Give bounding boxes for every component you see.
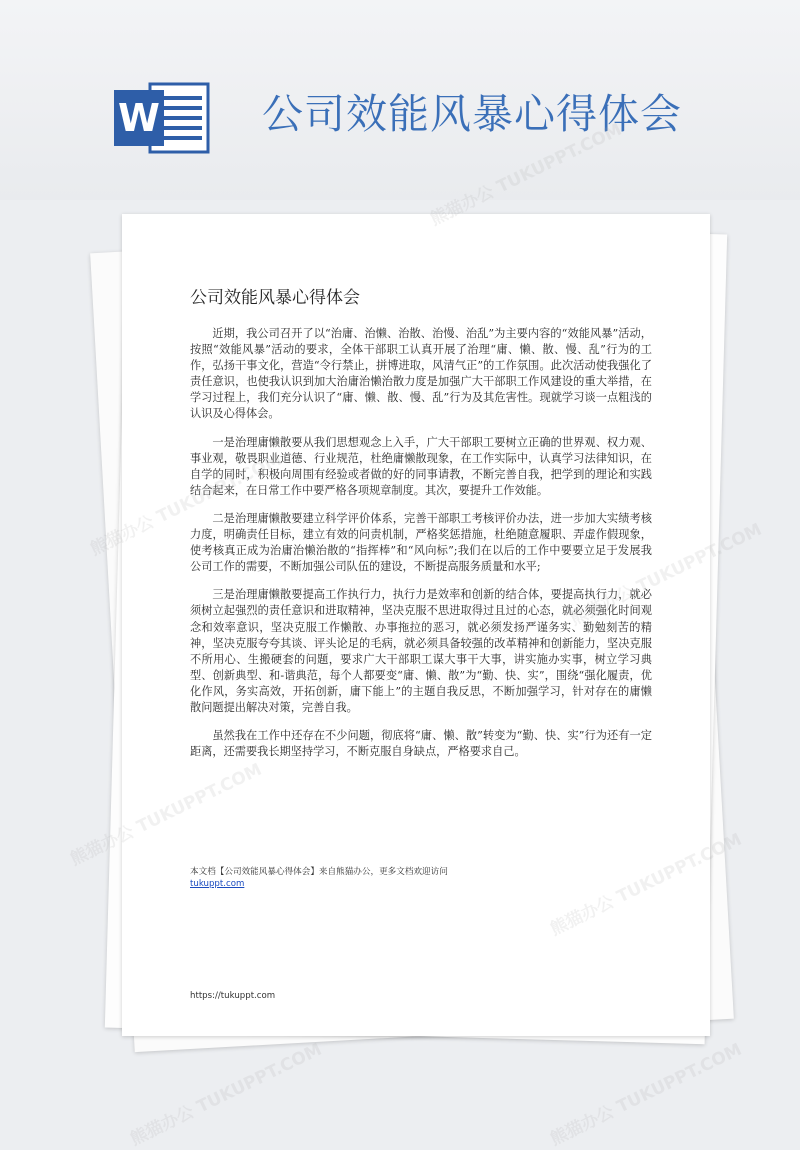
document-title: 公司效能风暴心得体会 [190, 288, 360, 308]
watermark: 熊猫办公 [67, 822, 138, 870]
banner-title: 公司效能风暴心得体会 [262, 90, 682, 138]
paragraph: 近期，我公司召开了以“治庸、治懒、治散、治慢、治乱”为主要内容的“效能风暴”活动，按照“效能风暴”活动的要求，全体干部职工认真开展了治理“庸、懒、散、慢、乱”行为的工作，弘扬干事文化，营造“令行禁止，拼博进取，风清气正”的工作氛围。此次活动使我强化了责任意识，也使我认识到加大治庸治懒治散力度是加强广大干部职工作风建设的重大举措，在学习过程上，我们充分认识了“庸、懒、散、慢、乱”行为及其危害性。现就学习谈一点粗浅的认识及心得体会。 [190, 327, 652, 421]
document-body [190, 326, 652, 772]
logo-letter: W [118, 96, 160, 140]
page-bottom-url: https://tukuppt.com [190, 991, 276, 1001]
watermark: 熊猫办公 TUKUPPT.COM [127, 1039, 326, 1150]
paragraph: 三是治理庸懒散要提高工作执行力，执行力是效率和创新的结合体，要提高执行力，就必须树立起强烈的责任意识和进取精神，坚决克服不思进取得过且过的心态，就必须强化时间观念和效率意识，坚决克服工作懒散、办事拖拉的恶习，就必须发扬严谨务实、勤勉刻苦的精神，坚决克服夸夸其谈、评头论足的毛病，就必须具备较强的改革精神和创新能力，坚决克服不所用心、生搬硬套的问题，要求广大干部职工谋大事干大事，讲实施办实事，树立学习典型、创新典型、和-谐典范，每个人都要变“庸、懒、散”为“勤、快、实”，围绕“强化履责，优化作风，务实高效，开拓创新，庸下能上”的主题自我反思，不断加强学习，针对存在的庸懒散问题提出解决对策，完善自我。 [190, 588, 652, 714]
document-footer [190, 866, 630, 890]
word-document-icon [112, 76, 212, 156]
paragraph: 虽然我在工作中还存在不少问题，彻底将“庸、懒、散”转变为“勤、快、实”行为还有一定距离，还需要我长期坚持学习，不断克服自身缺点，严格要求自己。 [190, 729, 652, 759]
footer-link[interactable]: tukuppt.com [190, 879, 245, 889]
paragraph: 二是治理庸懒散要建立科学评价体系，完善干部职工考核评价办法，进一步加大实绩考核力度，明确责任目标，建立有效的问责机制，严格奖惩措施，杜绝随意履职、弄虚作假现象，使考核真正成为治庸治懒治散的“指挥棒”和“风向标”;我们在以后的工作中要要立足于发展我公司工作的需要，不断加强公司队伍的建设，不断提高服务质量和水平; [190, 511, 652, 574]
header-banner [0, 0, 800, 200]
footer-note: 本文档【公司效能风暴心得体会】来自熊猫办公，更多文档欢迎访问 [190, 867, 448, 877]
watermark: 熊猫办公 TUKUPPT.COM [547, 1039, 746, 1150]
paragraph: 一是治理庸懒散要从我们思想观念上入手，广大干部职工要树立正确的世界观、权力观、事业观，敬畏职业道德、行业规范，杜绝庸懒散现象，在工作实际中，认真学习法律知识，在自学的同时，积极向周围有经验或者做的好的同事请教，不断完善自我，把学到的理论和实践结合起来，在日常工作中要严格各项规章制度。其次，要提升工作效能。 [190, 435, 652, 497]
